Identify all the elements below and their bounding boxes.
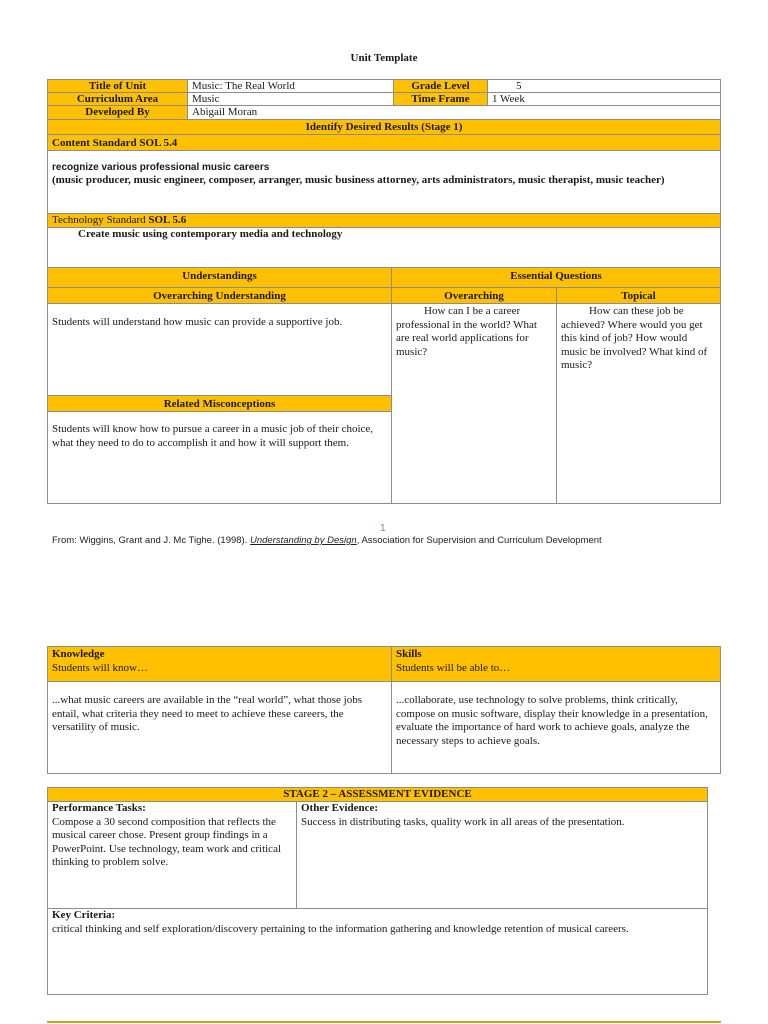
footnote-prefix: From: Wiggins, Grant and J. Mc Tighe. (1998). xyxy=(52,535,250,546)
tech-standard-body: Create music using contemporary media and technology xyxy=(47,227,721,268)
key-criteria-heading: Key Criteria: xyxy=(52,909,116,921)
skills-sub: Students will be able to… xyxy=(396,661,511,674)
stage2-heading: STAGE 2 – ASSESSMENT EVIDENCE xyxy=(47,787,708,802)
time-frame-value: 1 Week xyxy=(487,92,721,106)
knowledge-body: ...what music careers are available in the “real world”, what those jobs entail, what criteria they need to meet to achieve these careers, the versatility of music. xyxy=(47,681,392,774)
tech-standard-header xyxy=(47,213,721,228)
footnote xyxy=(52,535,602,546)
knowledge-header xyxy=(47,646,392,682)
footnote-title: Understanding by Design xyxy=(250,535,357,546)
developed-by-value: Abigail Moran xyxy=(187,105,721,120)
skills-header xyxy=(391,646,721,682)
content-standard-header xyxy=(47,134,721,151)
overarching-understanding-body: Students will understand how music can provide a supportive job. xyxy=(47,303,392,396)
skills-body: ...collaborate, use technology to solve problems, think critically, compose on music software, display their knowledge in a presentation, evaluate the importance of hard work to achieve goals, analyze the necessary steps to achieve goals. xyxy=(391,681,721,774)
understandings-heading: Understandings xyxy=(47,267,392,288)
footnote-suffix: , Association for Supervision and Curriculum Development xyxy=(356,535,602,546)
title-of-unit-value: Music: The Real World xyxy=(187,79,394,93)
misconceptions-heading: Related Misconceptions xyxy=(47,395,392,412)
content-standard-label: Content Standard xyxy=(52,137,137,149)
misconceptions-body: Students will know how to pursue a career in a music job of their choice, what they need to do to accomplish it and how it will support them. xyxy=(47,411,392,504)
essential-questions-heading: Essential Questions xyxy=(391,267,721,288)
overarching-heading: Overarching xyxy=(391,287,557,304)
knowledge-sub: Students will know… xyxy=(52,661,148,674)
content-standard-body xyxy=(47,150,721,214)
performance-tasks-heading: Performance Tasks: xyxy=(52,802,146,814)
topical-heading: Topical xyxy=(556,287,721,304)
title-of-unit-label: Title of Unit xyxy=(47,79,188,93)
overarching-understanding-heading: Overarching Understanding xyxy=(47,287,392,304)
curriculum-area-value: Music xyxy=(187,92,394,106)
performance-tasks-text: Compose a 30 second composition that reflects the musical career chose. Present group findings in a PowerPoint. Use technology, team work and critical thinking to problem solve. xyxy=(52,815,282,868)
performance-tasks-cell xyxy=(47,801,297,909)
key-criteria-text: critical thinking and self exploration/discovery pertaining to the information gathering and knowledge retention of musical careers. xyxy=(52,922,629,935)
grade-level-value: 5 xyxy=(487,79,721,93)
grade-level-label: Grade Level xyxy=(393,79,488,93)
other-evidence-heading: Other Evidence: xyxy=(301,802,379,814)
curriculum-area-label: Curriculum Area xyxy=(47,92,188,106)
tech-standard-code: SOL 5.6 xyxy=(148,214,187,226)
footnote-marker: 1 xyxy=(380,523,386,534)
topical-question-body: How can these job be achieved? Where would you get this kind of job? How would music be involved? What kind of music? xyxy=(556,303,721,504)
content-standard-text1: recognize various professional music careers xyxy=(52,162,270,173)
time-frame-label: Time Frame xyxy=(393,92,488,106)
stage1-heading: Identify Desired Results (Stage 1) xyxy=(47,119,721,135)
content-standard-text2: (music producer, music engineer, composer, arranger, music business attorney, arts administrators, music therapist, music teacher) xyxy=(52,174,665,186)
bottom-rule xyxy=(47,1021,721,1023)
other-evidence-text: Success in distributing tasks, quality work in all areas of the presentation. xyxy=(301,815,625,828)
skills-heading: Skills xyxy=(396,648,422,660)
knowledge-heading: Knowledge xyxy=(52,648,105,660)
content-standard-code: SOL 5.4 xyxy=(139,137,178,149)
other-evidence-cell xyxy=(296,801,708,909)
developed-by-label: Developed By xyxy=(47,105,188,120)
key-criteria-cell xyxy=(47,908,708,995)
page-title: Unit Template xyxy=(350,52,418,64)
tech-standard-label: Technology Standard xyxy=(52,214,146,226)
overarching-question-body: How can I be a career professional in the world? What are real world applications for music? xyxy=(391,303,557,504)
